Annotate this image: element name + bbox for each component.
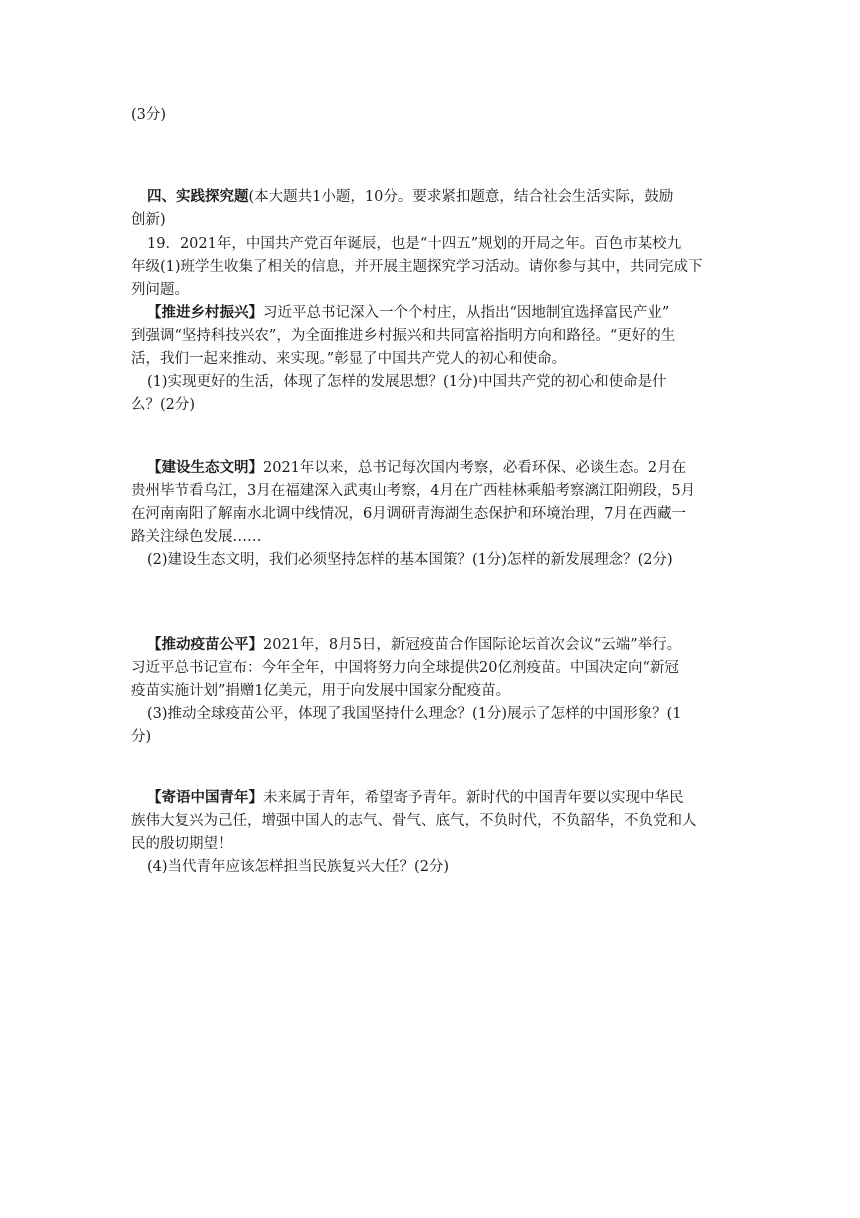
part2-text-cont: 路关注绿色发展…… xyxy=(131,529,262,545)
part2-text-cont: 贵州毕节看乌江，3月在福建深入武夷山考察，4月在广西桂林乘船考察漓江阳朔段，5月 xyxy=(131,483,696,499)
part2-paragraph xyxy=(147,457,686,479)
part3-heading: 【推动疫苗公平】 xyxy=(147,636,263,653)
question-intro-cont: 年级(1)班学生收集了相关的信息，并开展主题探究学习活动。请你参与其中，共同完成下 xyxy=(131,259,703,275)
part2-text: 2021年以来，总书记每次国内考察，必看环保、必谈生态。2月在 xyxy=(263,460,687,476)
part1-text-cont: 到强调“坚持科技兴农”，为全面推进乡村振兴和共同富裕指明方向和路径。“更好的生 xyxy=(131,328,676,344)
part4-text: 未来属于青年，希望寄予青年。新时代的中国青年要以实现中华民 xyxy=(263,790,684,806)
part2-text-cont: 在河南南阳了解南水北调中线情况，6月调研青海湖生态保护和环境治理，7月在西藏一 xyxy=(131,506,686,522)
section-note-cont: 创新) xyxy=(131,212,166,228)
part1-question-cont: 么？(2分) xyxy=(131,397,196,413)
part3-text: 2021年，8月5日，新冠疫苗合作国际论坛首次会议“云端”举行。 xyxy=(263,637,682,653)
question-intro-cont: 列问题。 xyxy=(131,282,189,298)
part4-heading: 【寄语中国青年】 xyxy=(147,789,263,806)
part1-text-cont: 活，我们一起来推动、来实现。”彰显了中国共产党人的初心和使命。 xyxy=(131,351,567,367)
part2-question: (2)建设生态文明，我们必须坚持怎样的基本国策？(1分)怎样的新发展理念？(2分) xyxy=(147,552,673,568)
part3-text-cont: 疫苗实施计划”捐赠1亿美元，用于向发展中国家分配疫苗。 xyxy=(131,683,511,699)
part4-text-cont: 族伟大复兴为己任，增强中国人的志气、骨气、底气，不负时代，不负韶华，不负党和人 xyxy=(131,813,697,829)
part4-question: (4)当代青年应该怎样担当民族复兴大任？(2分) xyxy=(147,859,450,875)
part4-text-cont: 民的殷切期望！ xyxy=(131,836,233,852)
part1-question: (1)实现更好的生活，体现了怎样的发展思想？(1分)中国共产党的初心和使命是什 xyxy=(147,374,667,390)
section-title: 四、实践探究题 xyxy=(147,188,249,205)
part3-question: (3)推动全球疫苗公平，体现了我国坚持什么理念？(1分)展示了怎样的中国形象？(1 xyxy=(147,706,682,722)
part3-text-cont: 习近平总书记宣布：今年全年，中国将努力向全球提供20亿剂疫苗。中国决定向“新冠 xyxy=(131,660,679,676)
part2-heading: 【建设生态文明】 xyxy=(147,459,263,476)
part3-paragraph xyxy=(147,634,681,656)
section-note: (本大题共1小题，10分。要求紧扣题意，结合社会生活实际，鼓励 xyxy=(248,189,674,205)
section-header xyxy=(147,186,673,208)
score-note: (3分) xyxy=(131,107,167,123)
part1-heading: 【推进乡村振兴】 xyxy=(147,304,263,321)
part3-question-cont: 分) xyxy=(131,729,152,745)
question-intro: 19．2021年，中国共产党百年诞辰，也是“十四五”规划的开局之年。百色市某校九 xyxy=(147,236,682,252)
part1-paragraph xyxy=(147,302,669,324)
part4-paragraph xyxy=(147,787,684,809)
part1-text: 习近平总书记深入一个个村庄，从指出“因地制宜选择富民产业” xyxy=(263,305,670,321)
